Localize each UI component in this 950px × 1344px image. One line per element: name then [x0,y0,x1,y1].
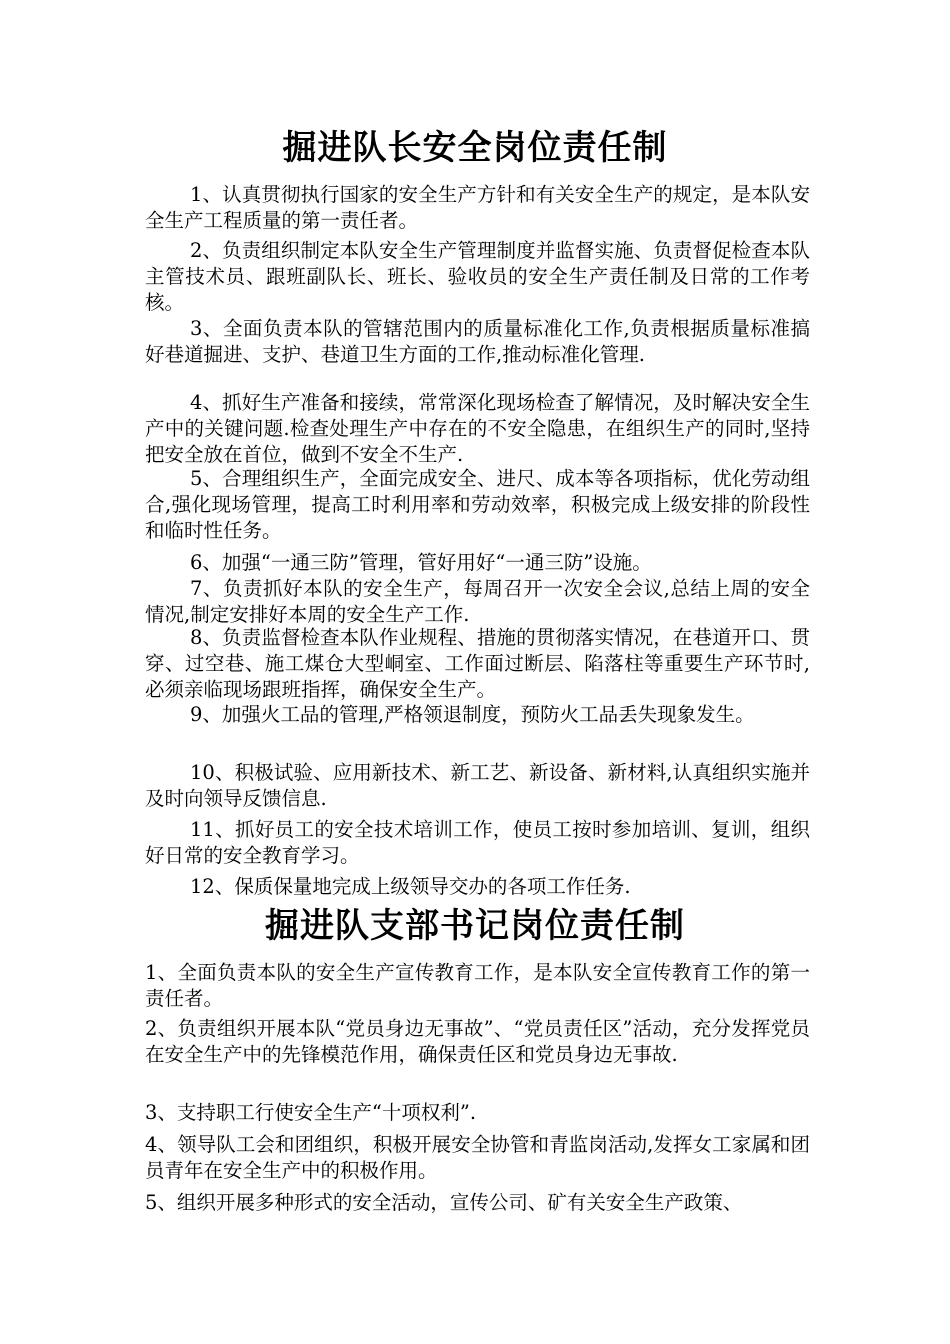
section1-title: 掘进队长安全岗位责任制 [282,128,668,168]
section1-item-6: 6、加强“一通三防”管理，管好用好“一通三防”设施。 [190,551,652,574]
section2-title: 掘进队支部书记岗位责任制 [265,906,685,946]
section1-item-9: 9、加强火工品的管理,严格领退制度，预防火工品丢失现象发生。 [190,703,755,726]
section1-item-10: 10、积极试验、应用新技术、新工艺、新设备、新材料,认真组织实施并及时向领导反馈信息. [145,761,810,810]
section1-item-8: 8、负责监督检查本队作业规程、措施的贯彻落实情况，在巷道开口、贯穿、过空巷、施工煤仓大型峒室、工作面过断层、陷落柱等重要生产环节时,必须亲临现场跟班指挥，确保安全生产。 [145,626,810,701]
section2-item-4: 4、领导队工会和团组织，积极开展安全协管和青监岗活动,发挥女工家属和团员青年在安全生产中的积极作用。 [145,1133,810,1182]
section1-item-3: 3、全面负责本队的管辖范围内的质量标准化工作,负责根据质量标准搞好巷道掘进、支护、巷道卫生方面的工作,推动标准化管理. [145,317,810,366]
section2-item-5: 5、组织开展多种形式的安全活动，宣传公司、矿有关安全生产政策、 [145,1191,743,1214]
section1-item-2: 2、负责组织制定本队安全生产管理制度并监督实施、负责督促检查本队主管技术员、跟班副队长、班长、验收员的安全生产责任制及日常的工作考核。 [145,239,810,314]
section1-item-11: 11、抓好员工的安全技术培训工作，使员工按时参加培训、复训，组织好日常的安全教育学习。 [145,818,810,867]
section2-item-1: 1、全面负责本队的安全生产宣传教育工作，是本队安全宣传教育工作的第一责任者。 [145,961,810,1010]
section1-item-1: 1、认真贯彻执行国家的安全生产方针和有关安全生产的规定，是本队安全生产工程质量的第一责任者。 [145,183,810,232]
section1-item-4: 4、抓好生产准备和接续，常常深化现场检查了解情况，及时解决安全生产中的关键问题.检查处理生产中存在的不安全隐患，在组织生产的同时,坚持把安全放在首位，做到不安全不生产. [145,391,810,466]
section1-item-5: 5、合理组织生产，全面完成安全、进尺、成本等各项指标，优化劳动组合,强化现场管理，提高工时利用率和劳动效率，积极完成上级安排的阶段性和临时性任务。 [145,467,810,542]
section1-item-7: 7、负责抓好本队的安全生产，每周召开一次安全会议,总结上周的安全情况,制定安排好本周的安全生产工作. [145,577,810,626]
section2-item-2: 2、负责组织开展本队“党员身边无事故”、“党员责任区”活动，充分发挥党员在安全生产中的先锋模范作用，确保责任区和党员身边无事故. [145,1017,810,1066]
section1-item-12: 12、保质保量地完成上级领导交办的各项工作任务. [190,875,631,898]
section2-item-3: 3、支持职工行使安全生产“十项权利”. [145,1101,477,1124]
